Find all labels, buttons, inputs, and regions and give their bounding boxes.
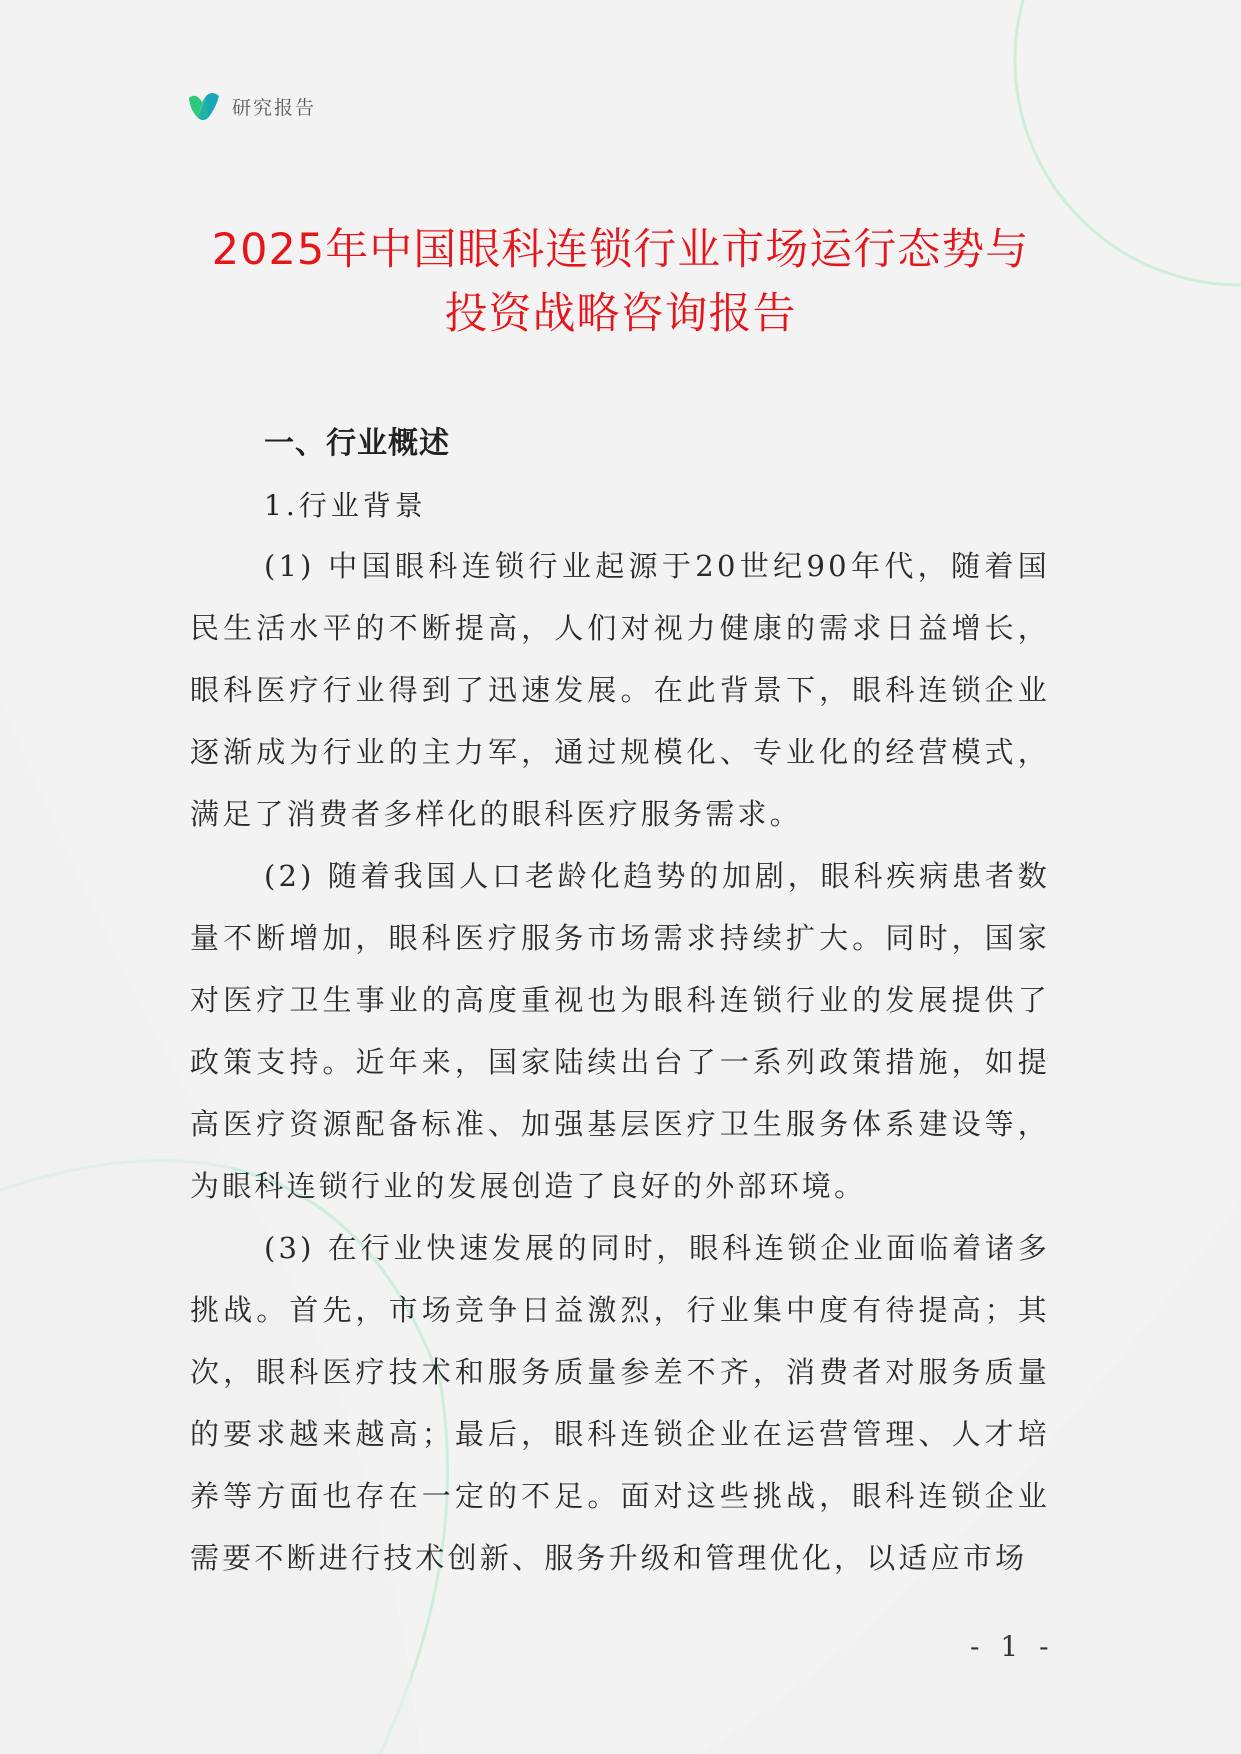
- title-line-1: 2025年中国眼科连锁行业市场运行态势与: [211, 225, 1030, 275]
- page-header: [186, 88, 316, 124]
- title-line-2: 投资战略咨询报告: [444, 289, 797, 339]
- paragraph: (1) 中国眼科连锁行业起源于20世纪90年代，随着国民生活水平的不断提高，人们对视力健康的需求日益增长，眼科医疗行业得到了迅速发展。在此背景下，眼科连锁企业逐渐成为行业的主力军，通过规模化、专业化的经营模式，满足了消费者多样化的眼科医疗服务需求。: [190, 549, 1050, 831]
- body-text: [190, 535, 1050, 1589]
- paragraph: (3) 在行业快速发展的同时，眼科连锁企业面临着诸多挑战。首先，市场竞争日益激烈，行业集中度有待提高；其次，眼科医疗技术和服务质量参差不齐，消费者对服务质量的要求越来越高；最后，眼科连锁企业在运营管理、人才培养等方面也存在一定的不足。面对这些挑战，眼科连锁企业需要不断进行技术创新、服务升级和管理优化，以适应市场: [190, 1231, 1050, 1575]
- paragraph: (2) 随着我国人口老龄化趋势的加剧，眼科疾病患者数量不断增加，眼科医疗服务市场需求持续扩大。同时，国家对医疗卫生事业的高度重视也为眼科连锁行业的发展提供了政策支持。近年来，国家陆续出台了一系列政策措施，如提高医疗资源配备标准、加强基层医疗卫生服务体系建设等，为眼科连锁行业的发展创造了良好的外部环境。: [190, 859, 1050, 1203]
- document-title: [120, 218, 1121, 346]
- section-heading: 一、行业概述: [264, 426, 450, 461]
- report-logo-icon: [186, 88, 222, 124]
- subsection-heading: 1.行业背景: [264, 489, 427, 522]
- page-number: - 1 -: [970, 1630, 1055, 1663]
- header-label: 研究报告: [232, 96, 317, 119]
